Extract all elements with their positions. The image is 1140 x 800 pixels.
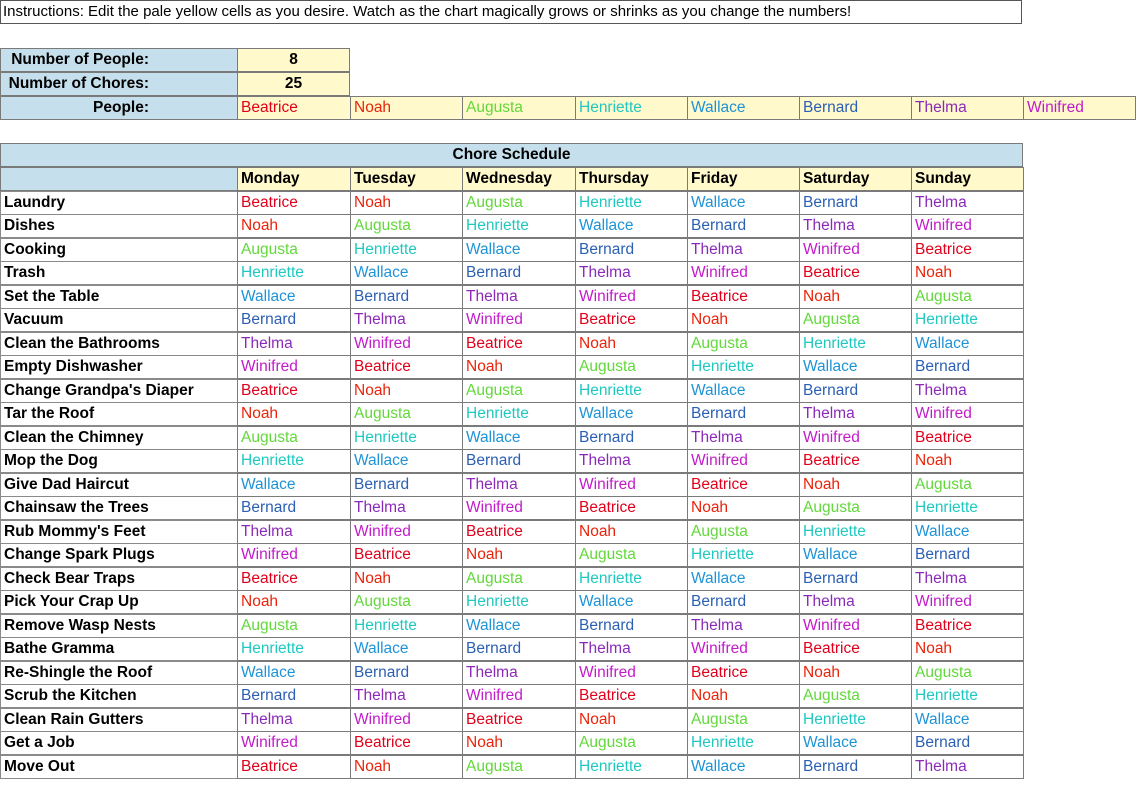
assignee-cell: Bernard [687,214,800,238]
assignee-cell: Thelma [687,426,800,450]
assignee-cell: Bernard [350,661,463,685]
assignee-cell: Beatrice [350,543,463,567]
assignee-cell: Thelma [687,614,800,638]
chore-label: Change Spark Plugs [0,543,238,567]
assignee-cell: Wallace [799,543,912,567]
assignee-cell: Thelma [575,637,688,661]
assignee-cell: Noah [687,496,800,520]
assignee-cell: Beatrice [911,426,1024,450]
person-cell-wallace[interactable]: Wallace [687,96,800,120]
chore-label: Bathe Gramma [0,637,238,661]
assignee-cell: Thelma [462,661,576,685]
assignee-cell: Bernard [911,355,1024,379]
person-cell-bernard[interactable]: Bernard [799,96,912,120]
assignee-cell: Beatrice [911,614,1024,638]
assignee-cell: Wallace [350,261,463,285]
assignee-cell: Noah [237,214,351,238]
assignee-cell: Noah [350,755,463,779]
assignee-cell: Henriette [462,590,576,614]
assignee-cell: Augusta [462,191,576,215]
assignee-cell: Thelma [575,449,688,473]
assignee-cell: Henriette [799,520,912,544]
assignee-cell: Noah [350,191,463,215]
assignee-cell: Henriette [575,567,688,591]
schedule-header-corner [0,167,238,191]
assignee-cell: Henriette [575,755,688,779]
assignee-cell: Augusta [911,473,1024,497]
chore-label: Chainsaw the Trees [0,496,238,520]
chore-label: Get a Job [0,731,238,755]
assignee-cell: Beatrice [462,332,576,356]
chore-label: Dishes [0,214,238,238]
chore-label: Set the Table [0,285,238,309]
number-of-chores-input[interactable]: 25 [237,72,350,96]
assignee-cell: Wallace [687,567,800,591]
assignee-cell: Henriette [911,684,1024,708]
assignee-cell: Beatrice [237,755,351,779]
assignee-cell: Augusta [687,708,800,732]
day-header-tuesday: Tuesday [350,167,463,191]
person-cell-beatrice[interactable]: Beatrice [237,96,351,120]
assignee-cell: Henriette [462,214,576,238]
day-header-monday: Monday [237,167,351,191]
assignee-cell: Beatrice [462,520,576,544]
assignee-cell: Wallace [799,731,912,755]
assignee-cell: Thelma [237,520,351,544]
assignee-cell: Thelma [575,261,688,285]
assignee-cell: Noah [575,708,688,732]
assignee-cell: Bernard [687,590,800,614]
assignee-cell: Bernard [575,614,688,638]
assignee-cell: Wallace [350,449,463,473]
assignee-cell: Winifred [687,261,800,285]
person-cell-augusta[interactable]: Augusta [462,96,576,120]
assignee-cell: Henriette [237,637,351,661]
assignee-cell: Augusta [687,520,800,544]
assignee-cell: Beatrice [462,708,576,732]
assignee-cell: Henriette [799,708,912,732]
assignee-cell: Beatrice [237,567,351,591]
assignee-cell: Augusta [687,332,800,356]
assignee-cell: Winifred [687,449,800,473]
chore-label: Check Bear Traps [0,567,238,591]
assignee-cell: Henriette [350,238,463,262]
assignee-cell: Augusta [575,355,688,379]
assignee-cell: Augusta [799,308,912,332]
assignee-cell: Henriette [237,261,351,285]
day-header-saturday: Saturday [799,167,912,191]
assignee-cell: Beatrice [237,379,351,403]
assignee-cell: Wallace [462,614,576,638]
assignee-cell: Winifred [799,426,912,450]
assignee-cell: Noah [911,637,1024,661]
assignee-cell: Noah [237,402,351,426]
assignee-cell: Bernard [687,402,800,426]
assignee-cell: Wallace [687,191,800,215]
day-header-wednesday: Wednesday [462,167,576,191]
assignee-cell: Augusta [237,614,351,638]
day-header-friday: Friday [687,167,800,191]
people-list-label: People: [0,96,238,120]
chore-label: Change Grandpa's Diaper [0,379,238,403]
chore-label: Scrub the Kitchen [0,684,238,708]
assignee-cell: Wallace [687,379,800,403]
chore-label: Clean the Chimney [0,426,238,450]
chore-label: Clean Rain Gutters [0,708,238,732]
assignee-cell: Noah [799,285,912,309]
assignee-cell: Bernard [799,379,912,403]
assignee-cell: Wallace [462,426,576,450]
assignee-cell: Noah [462,543,576,567]
assignee-cell: Winifred [575,285,688,309]
chore-label: Trash [0,261,238,285]
assignee-cell: Winifred [350,332,463,356]
assignee-cell: Henriette [799,332,912,356]
assignee-cell: Thelma [799,214,912,238]
assignee-cell: Beatrice [799,637,912,661]
assignee-cell: Beatrice [575,684,688,708]
assignee-cell: Augusta [350,402,463,426]
assignee-cell: Wallace [575,402,688,426]
assignee-cell: Bernard [237,308,351,332]
assignee-cell: Bernard [575,238,688,262]
assignee-cell: Noah [799,661,912,685]
assignee-cell: Noah [911,449,1024,473]
chore-label: Remove Wasp Nests [0,614,238,638]
assignee-cell: Thelma [350,496,463,520]
assignee-cell: Henriette [687,731,800,755]
assignee-cell: Augusta [350,590,463,614]
assignee-cell: Winifred [687,637,800,661]
assignee-cell: Henriette [575,379,688,403]
chore-label: Clean the Bathrooms [0,332,238,356]
assignee-cell: Noah [462,731,576,755]
assignee-cell: Winifred [462,308,576,332]
assignee-cell: Augusta [462,755,576,779]
assignee-cell: Thelma [350,308,463,332]
assignee-cell: Henriette [350,426,463,450]
assignee-cell: Beatrice [350,355,463,379]
number-of-people-input[interactable]: 8 [237,48,350,72]
assignee-cell: Henriette [911,308,1024,332]
assignee-cell: Beatrice [799,449,912,473]
assignee-cell: Augusta [237,238,351,262]
assignee-cell: Augusta [350,214,463,238]
assignee-cell: Beatrice [687,285,800,309]
assignee-cell: Noah [911,261,1024,285]
assignee-cell: Augusta [462,379,576,403]
chore-label: Mop the Dog [0,449,238,473]
assignee-cell: Bernard [799,755,912,779]
assignee-cell: Augusta [575,731,688,755]
assignee-cell: Beatrice [575,496,688,520]
assignee-cell: Wallace [799,355,912,379]
chore-label: Vacuum [0,308,238,332]
assignee-cell: Winifred [575,661,688,685]
assignee-cell: Thelma [687,238,800,262]
assignee-cell: Bernard [799,191,912,215]
assignee-cell: Winifred [799,238,912,262]
assignee-cell: Beatrice [687,473,800,497]
assignee-cell: Augusta [575,543,688,567]
assignee-cell: Henriette [350,614,463,638]
assignee-cell: Bernard [799,567,912,591]
assignee-cell: Wallace [575,214,688,238]
assignee-cell: Noah [237,590,351,614]
assignee-cell: Henriette [687,355,800,379]
assignee-cell: Bernard [462,637,576,661]
assignee-cell: Augusta [799,496,912,520]
assignee-cell: Thelma [911,191,1024,215]
assignee-cell: Augusta [237,426,351,450]
assignee-cell: Winifred [462,496,576,520]
assignee-cell: Bernard [350,285,463,309]
assignee-cell: Wallace [575,590,688,614]
chore-label: Pick Your Crap Up [0,590,238,614]
assignee-cell: Beatrice [237,191,351,215]
chore-label: Give Dad Haircut [0,473,238,497]
chore-label: Laundry [0,191,238,215]
assignee-cell: Winifred [575,473,688,497]
assignee-cell: Bernard [575,426,688,450]
assignee-cell: Winifred [350,708,463,732]
assignee-cell: Bernard [462,449,576,473]
assignee-cell: Wallace [462,238,576,262]
assignee-cell: Thelma [911,755,1024,779]
assignee-cell: Wallace [911,708,1024,732]
chore-schedule-title: Chore Schedule [0,143,1023,167]
assignee-cell: Beatrice [799,261,912,285]
assignee-cell: Wallace [350,637,463,661]
assignee-cell: Thelma [799,402,912,426]
number-of-people-label: Number of People: [0,48,238,72]
assignee-cell: Noah [687,308,800,332]
instructions-cell[interactable]: Instructions: Edit the pale yellow cells as you desire. Watch as the chart magically grows or shrinks as you change the numbers! [0,0,1022,24]
assignee-cell: Wallace [911,520,1024,544]
assignee-cell: Bernard [462,261,576,285]
person-cell-noah[interactable]: Noah [350,96,463,120]
assignee-cell: Thelma [911,379,1024,403]
assignee-cell: Bernard [911,543,1024,567]
assignee-cell: Winifred [462,684,576,708]
person-cell-winifred[interactable]: Winifred [1023,96,1136,120]
assignee-cell: Henriette [911,496,1024,520]
assignee-cell: Thelma [350,684,463,708]
assignee-cell: Winifred [237,355,351,379]
number-of-chores-label: Number of Chores: [0,72,238,96]
assignee-cell: Winifred [799,614,912,638]
assignee-cell: Wallace [237,661,351,685]
assignee-cell: Thelma [911,567,1024,591]
assignee-cell: Winifred [911,214,1024,238]
chore-label: Cooking [0,238,238,262]
assignee-cell: Noah [799,473,912,497]
assignee-cell: Henriette [237,449,351,473]
assignee-cell: Winifred [911,402,1024,426]
assignee-cell: Beatrice [911,238,1024,262]
assignee-cell: Bernard [350,473,463,497]
assignee-cell: Winifred [350,520,463,544]
assignee-cell: Winifred [911,590,1024,614]
assignee-cell: Beatrice [350,731,463,755]
assignee-cell: Augusta [911,661,1024,685]
assignee-cell: Beatrice [687,661,800,685]
assignee-cell: Noah [350,379,463,403]
assignee-cell: Augusta [911,285,1024,309]
assignee-cell: Bernard [911,731,1024,755]
assignee-cell: Bernard [237,496,351,520]
chore-label: Empty Dishwasher [0,355,238,379]
assignee-cell: Winifred [237,731,351,755]
assignee-cell: Bernard [237,684,351,708]
day-header-thursday: Thursday [575,167,688,191]
chore-label: Re-Shingle the Roof [0,661,238,685]
person-cell-henriette[interactable]: Henriette [575,96,688,120]
assignee-cell: Noah [462,355,576,379]
assignee-cell: Henriette [575,191,688,215]
assignee-cell: Henriette [462,402,576,426]
assignee-cell: Augusta [799,684,912,708]
assignee-cell: Henriette [687,543,800,567]
assignee-cell: Noah [575,520,688,544]
assignee-cell: Wallace [237,285,351,309]
assignee-cell: Thelma [799,590,912,614]
assignee-cell: Noah [575,332,688,356]
assignee-cell: Winifred [237,543,351,567]
chore-label: Move Out [0,755,238,779]
person-cell-thelma[interactable]: Thelma [911,96,1024,120]
chore-label: Tar the Roof [0,402,238,426]
day-header-sunday: Sunday [911,167,1024,191]
assignee-cell: Thelma [462,285,576,309]
chore-label: Rub Mommy's Feet [0,520,238,544]
assignee-cell: Augusta [462,567,576,591]
assignee-cell: Thelma [237,332,351,356]
assignee-cell: Beatrice [575,308,688,332]
assignee-cell: Wallace [237,473,351,497]
assignee-cell: Wallace [687,755,800,779]
assignee-cell: Thelma [237,708,351,732]
assignee-cell: Noah [350,567,463,591]
assignee-cell: Thelma [462,473,576,497]
assignee-cell: Noah [687,684,800,708]
assignee-cell: Wallace [911,332,1024,356]
